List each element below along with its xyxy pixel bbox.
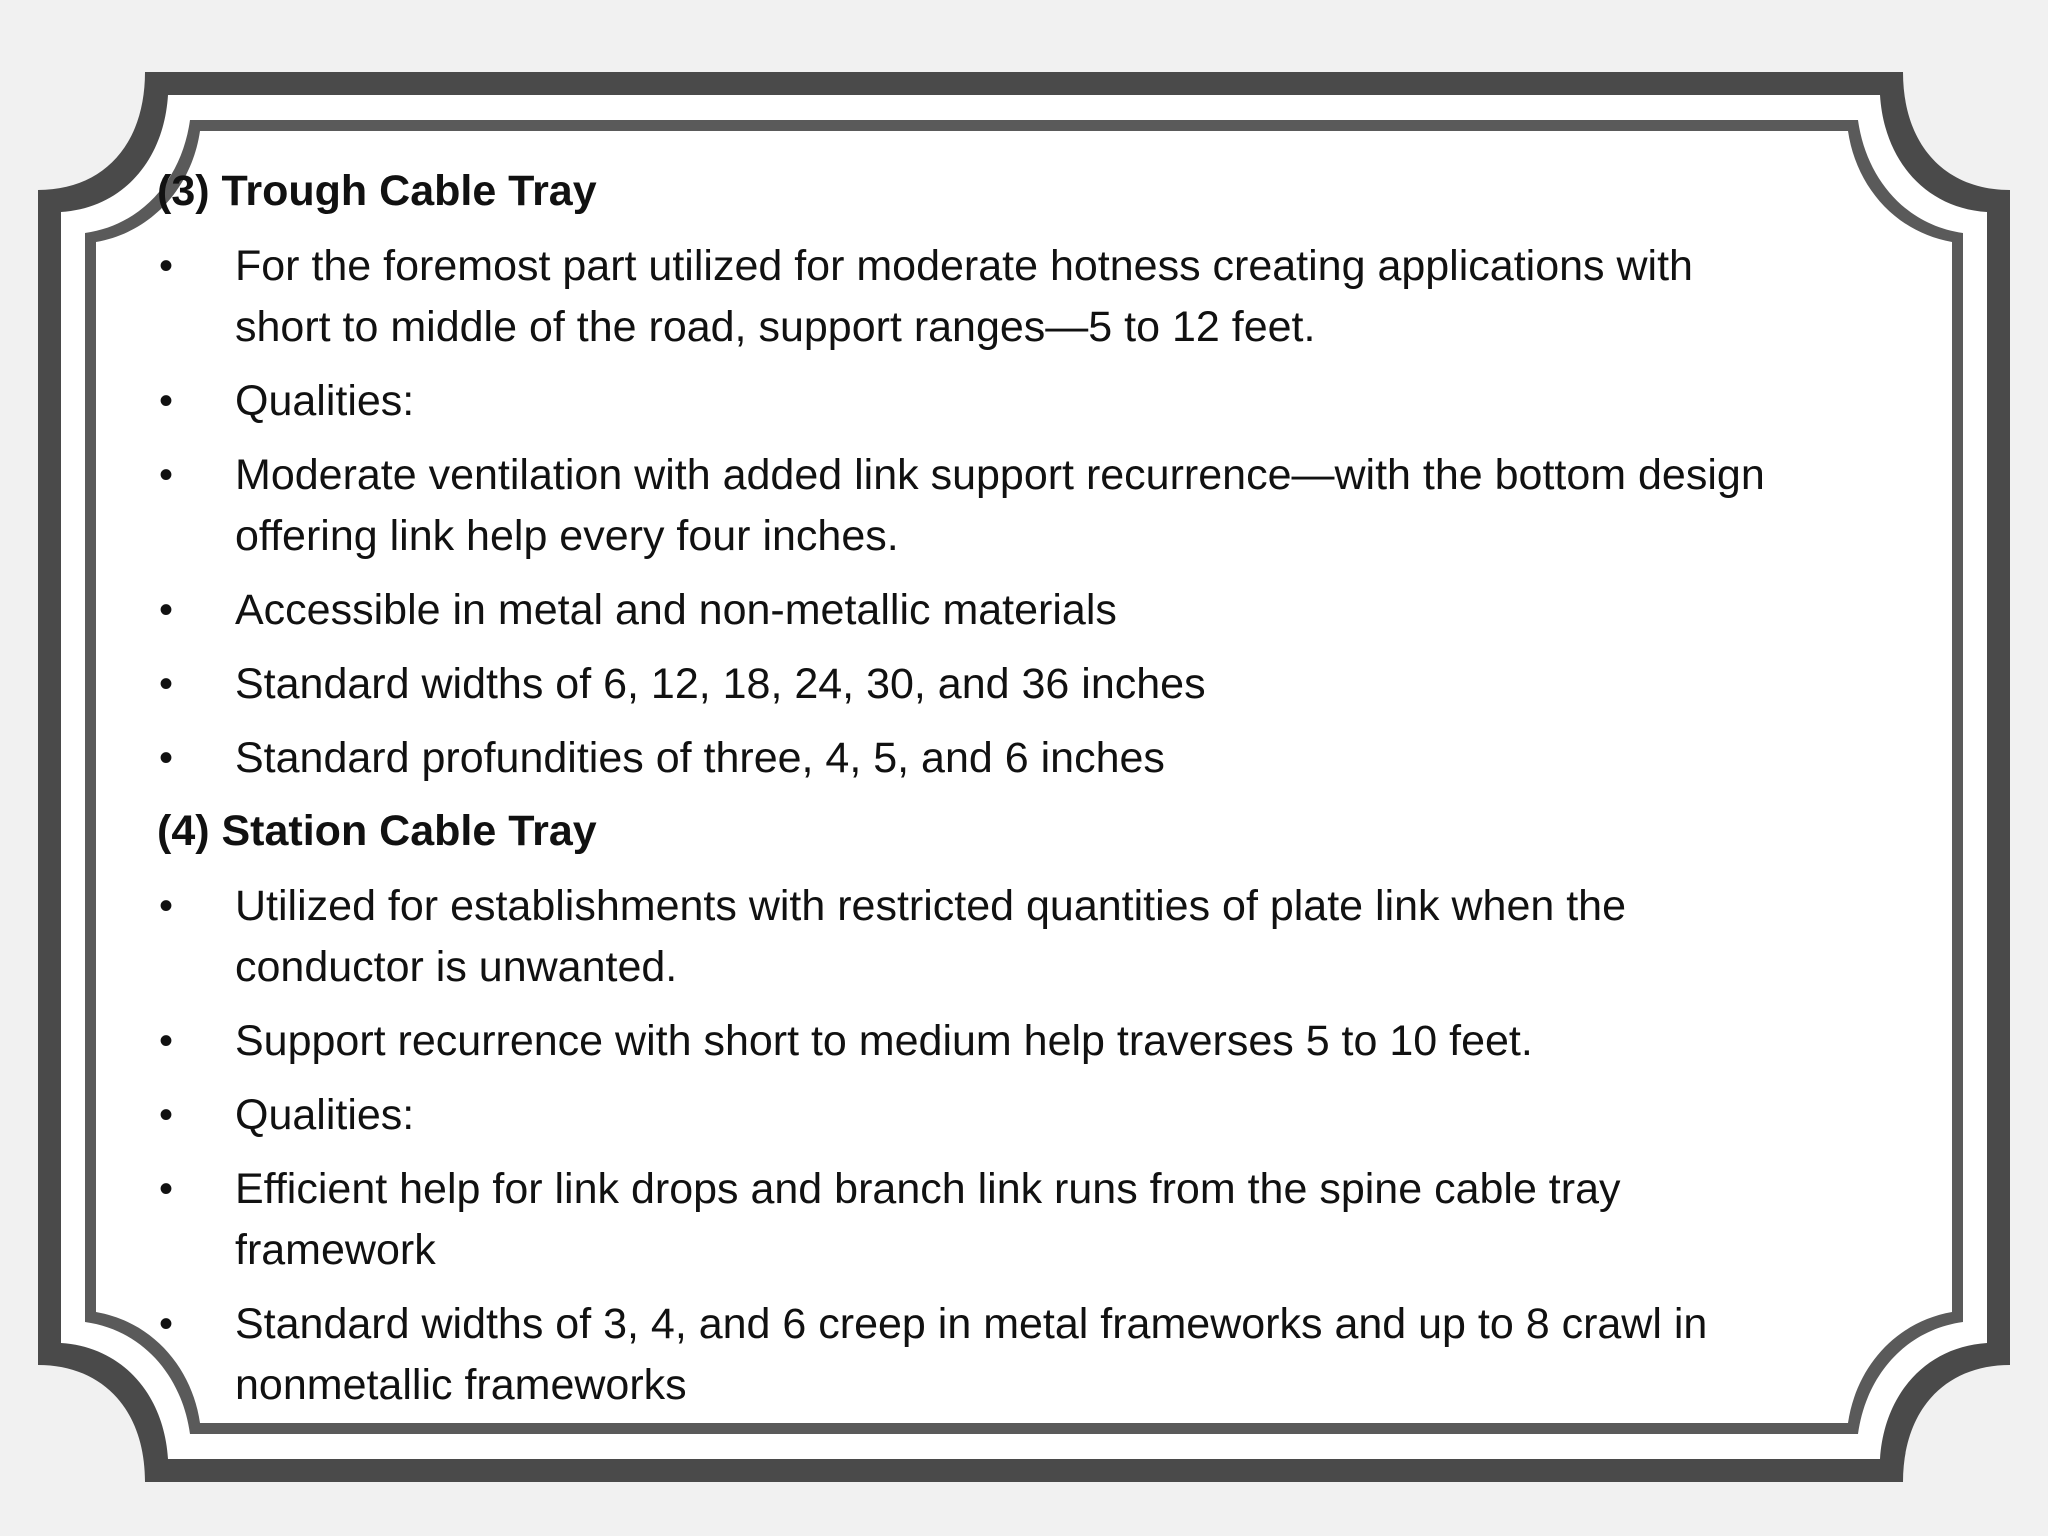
bullet-text-line: framework bbox=[235, 1226, 436, 1274]
slide-content bbox=[157, 162, 1957, 1429]
bullet-icon: • bbox=[159, 1302, 174, 1346]
bullet-text-line: Efficient help for link drops and branch link runs from the spine cable tray bbox=[235, 1165, 1621, 1213]
bullet-text-line: nonmetallic frameworks bbox=[235, 1361, 687, 1409]
bullet-icon: • bbox=[159, 736, 174, 780]
bullet-icon: • bbox=[159, 1093, 174, 1137]
bullet-item bbox=[157, 654, 2048, 715]
bullet-text-line: short to middle of the road, support ranges—5 to 12 feet. bbox=[235, 303, 1316, 351]
section-heading-station-cable-tray: (4) Station Cable Tray bbox=[157, 807, 597, 855]
bullet-text-line: Accessible in metal and non-metallic materials bbox=[235, 586, 1117, 634]
bullet-item bbox=[157, 1085, 2048, 1146]
bullet-item bbox=[157, 580, 2048, 641]
bullet-item bbox=[157, 1159, 2048, 1281]
bullet-text-line: offering link help every four inches. bbox=[235, 512, 899, 560]
section-heading-trough-cable-tray: (3) Trough Cable Tray bbox=[157, 167, 597, 215]
bullet-item bbox=[157, 876, 2048, 998]
bullet-item bbox=[157, 728, 2048, 789]
bullet-icon: • bbox=[159, 662, 174, 706]
bullet-text-line: Moderate ventilation with added link support recurrence—with the bottom design bbox=[235, 451, 1765, 499]
bullet-icon: • bbox=[159, 1167, 174, 1211]
bullet-icon: • bbox=[159, 1019, 174, 1063]
bullet-text-line: Standard widths of 6, 12, 18, 24, 30, and 36 inches bbox=[235, 660, 1206, 708]
bullet-icon: • bbox=[159, 379, 174, 423]
bullet-icon: • bbox=[159, 244, 174, 288]
bullet-text-line: Standard profundities of three, 4, 5, and 6 inches bbox=[235, 734, 1165, 782]
bullet-item bbox=[157, 1011, 2048, 1072]
bullet-text-line: Qualities: bbox=[235, 377, 415, 425]
bullet-item bbox=[157, 371, 2048, 432]
bullet-text-line: For the foremost part utilized for moderate hotness creating applications with bbox=[235, 242, 1693, 290]
bullet-icon: • bbox=[159, 884, 174, 928]
bullet-text-line: Qualities: bbox=[235, 1091, 415, 1139]
bullet-icon: • bbox=[159, 588, 174, 632]
bullet-item bbox=[157, 445, 2048, 567]
bullet-icon: • bbox=[159, 453, 174, 497]
bullet-text-line: conductor is unwanted. bbox=[235, 943, 678, 991]
bullet-item bbox=[157, 236, 2048, 358]
bullet-text-line: Utilized for establishments with restricted quantities of plate link when the bbox=[235, 882, 1627, 930]
bullet-text-line: Standard widths of 3, 4, and 6 creep in metal frameworks and up to 8 crawl in bbox=[235, 1300, 1708, 1348]
bullet-text-line: Support recurrence with short to medium help traverses 5 to 10 feet. bbox=[235, 1017, 1533, 1065]
bullet-item bbox=[157, 1294, 2048, 1416]
